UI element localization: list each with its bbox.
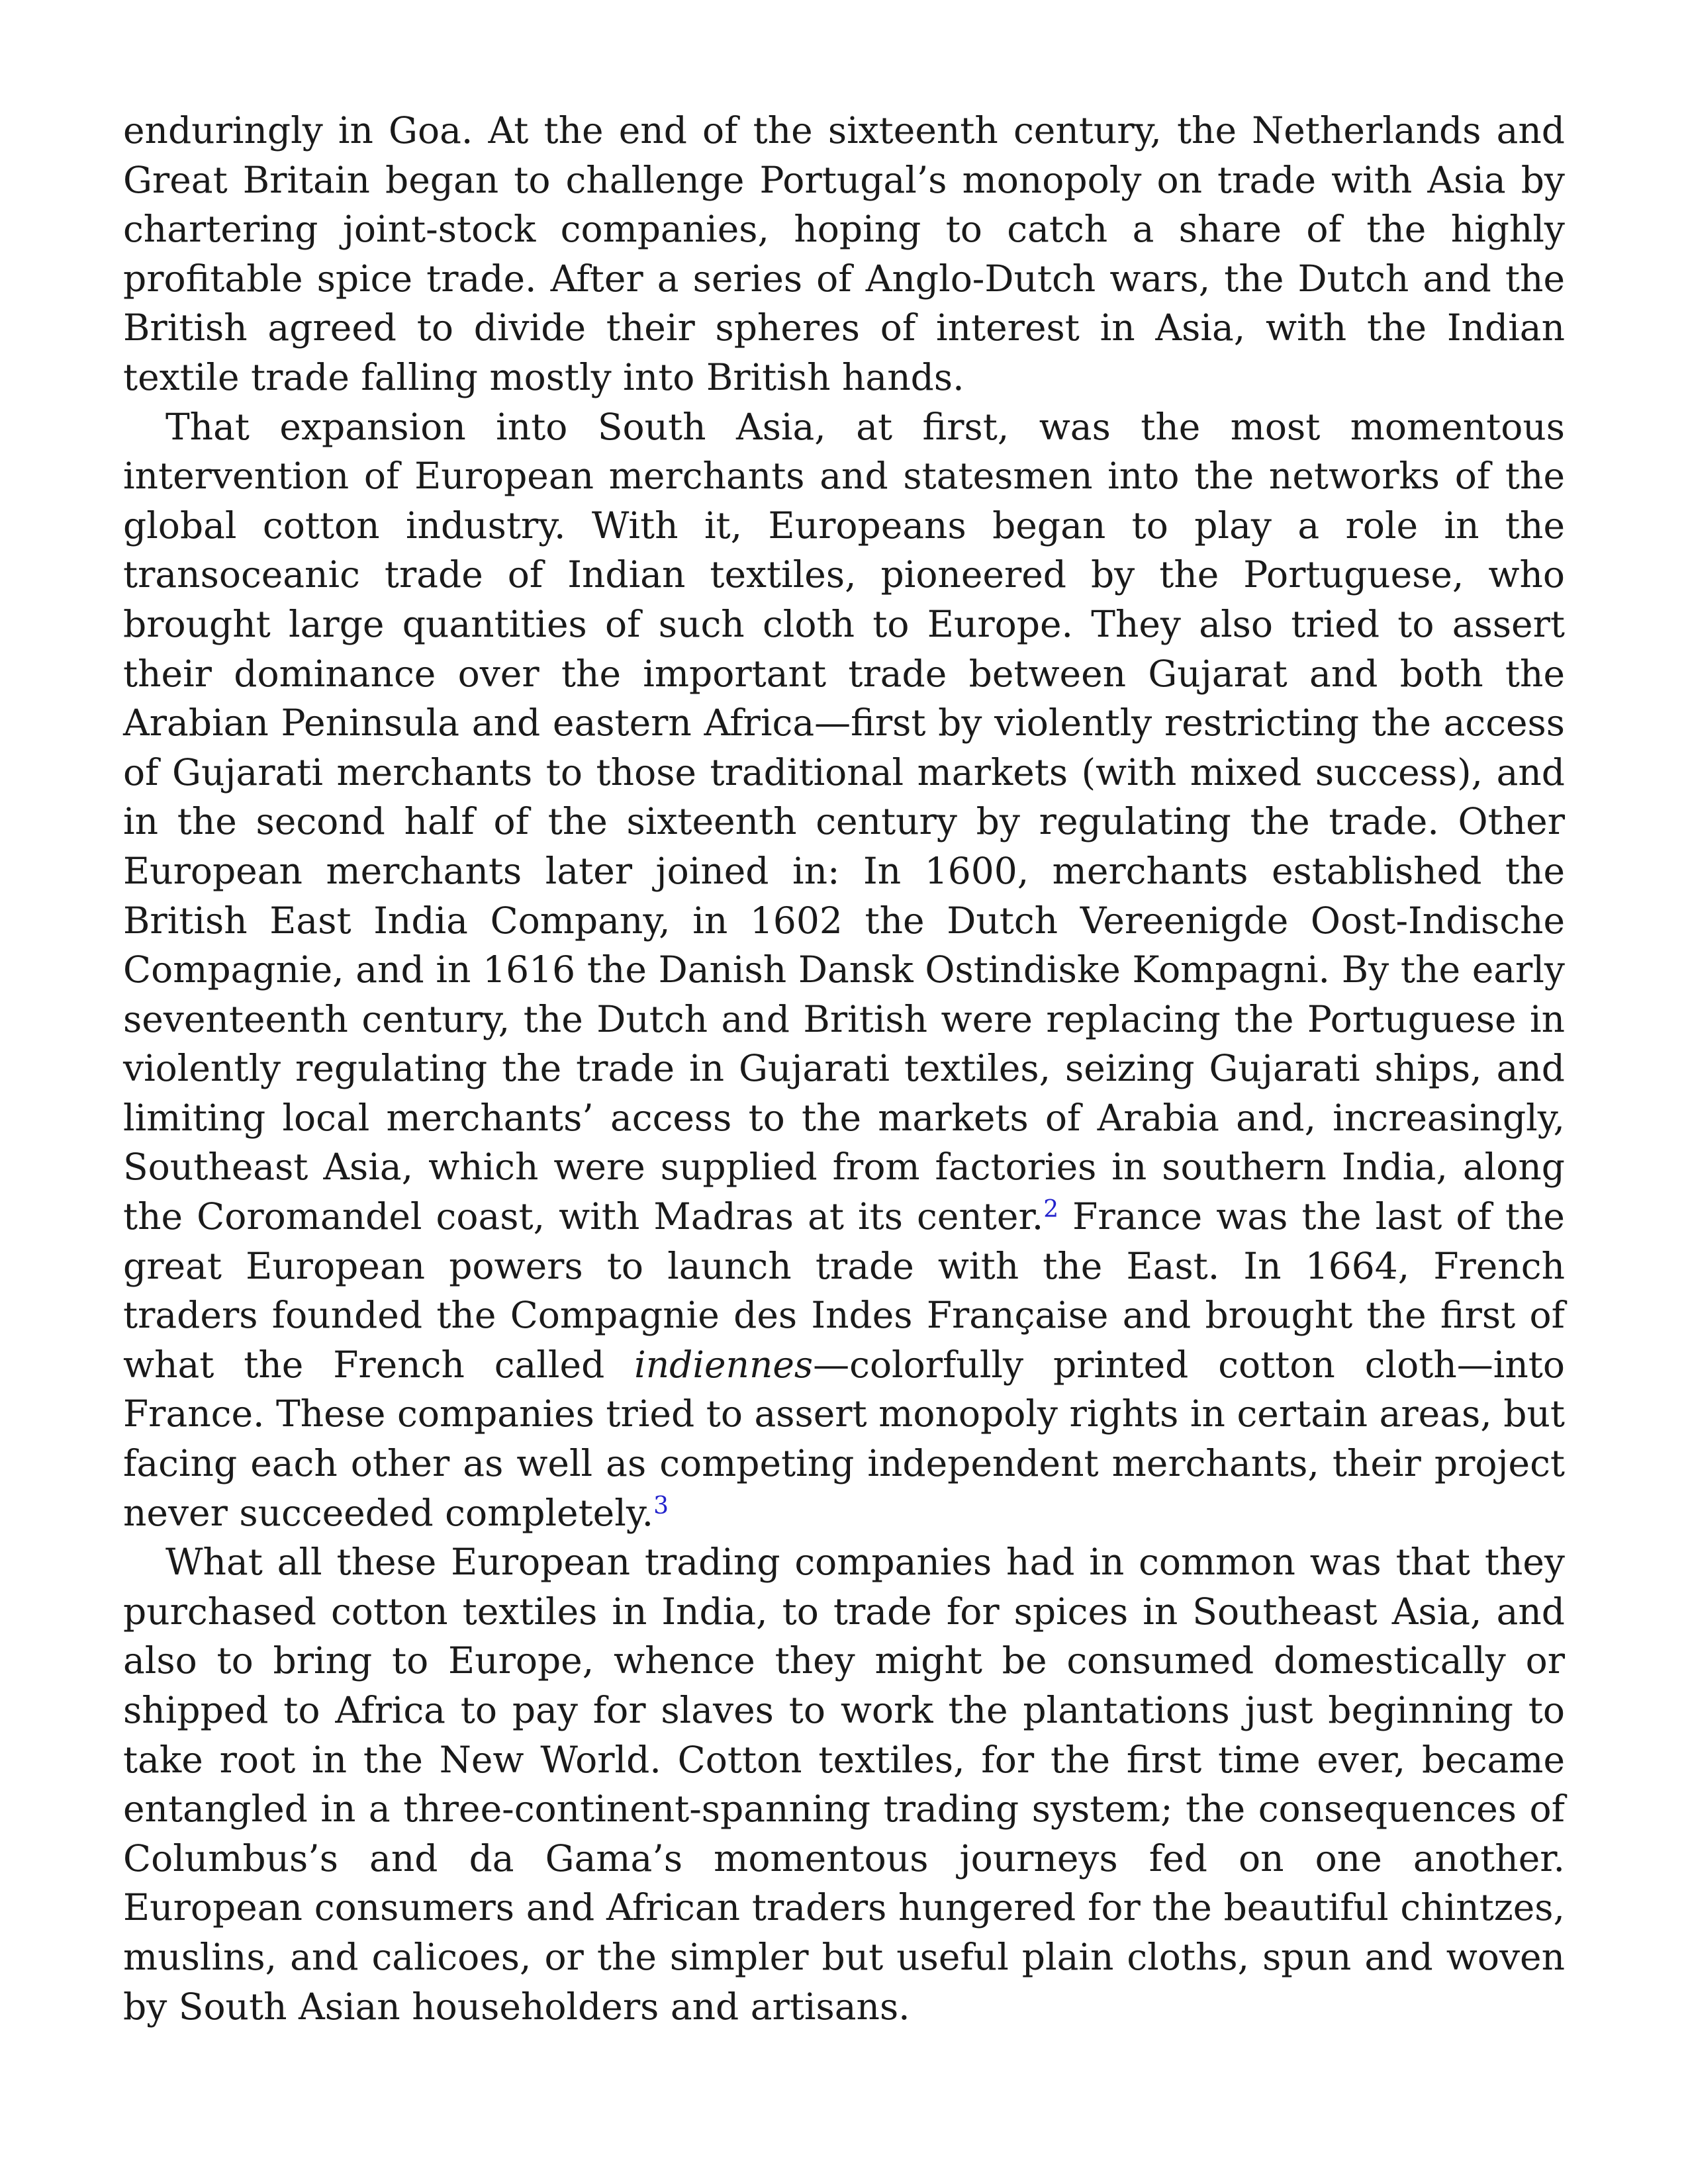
paragraph-2-text-1: That expansion into South Asia, at first, was the most momentous intervention of European merchants and statesmen into the networks of the global cotton industry. With it, Europeans began to play a role in the transoceanic trade of Indian textiles, pioneered by the Portuguese, who brought large quantities of such cloth to Europe. They also tried to assert their dominance over the important trade between Gujarat and both the Arabian Peninsula and eastern Africa—first by violently restricting the access of Gujarati merchants to those traditional markets (with mixed success), and in the second half of the sixteenth century by regulating the trade. Other European merchants later joined in: In 1600, merchants established the British East India Company, in 1602 the Dutch Vereenigde Oost-Indische Compagnie, and in 1616 the Danish Dansk Ostindiske Kompagni. By the early seventeenth century, the Dutch and British were replacing the Portuguese in violently regulating the trade in Gujarati textiles, seizing Gujarati ships, and limiting local merchants’ access to the markets of Arabia and, increasingly, Southeast Asia, which were supplied from factories in southern India, along the Coromandel coast, with Madras at its center. [123,405,1565,1238]
paragraph-1: enduringly in Goa. At the end of the sixteenth century, the Netherlands and Great Britain began to challenge Portugal’s monopoly on trade with Asia by chartering joint-stock companies, hoping to catch a share of the highly profitable spice trade. After a series of Anglo-Dutch wars, the Dutch and the British agreed to divide their spheres of interest in Asia, with the Indian textile trade falling mostly into British hands. [123,109,1565,398]
paragraph-2-text-2: France was the last of the great European powers to launch trade with the East. In 1664, French traders founded the Compagnie des Indes Française and brought the first of what the French called [123,1195,1565,1386]
footnote-ref-3[interactable]: 3 [653,1492,669,1520]
footnote-ref-2[interactable]: 2 [1043,1196,1059,1224]
paragraph-2 [123,402,1565,1538]
paragraph-2-text-3: —colorfully printed cotton cloth—into France. These companies tried to assert monopoly rights in certain areas, but facing each other as well as competing independent merchants, their project never succeeded completely. [123,1343,1565,1534]
paragraph-3: What all these European trading companies had in common was that they purchased cotton textiles in India, to trade for spices in Southeast Asia, and also to bring to Europe, whence they might be consumed domestically or shipped to Africa to pay for slaves to work the plantations just beginning to take root in the New World. Cotton textiles, for the first time ever, became entangled in a three-continent-spanning trading system; the consequences of Columbus’s and da Gama’s momentous journeys fed on one another. European consumers and African traders hungered for the beautiful chintzes, muslins, and calicoes, or the simpler but useful plain cloths, spun and woven by South Asian householders and artisans. [123,1541,1565,2028]
italic-term-indiennes: indiennes [634,1343,814,1386]
page-body [123,106,1565,2031]
